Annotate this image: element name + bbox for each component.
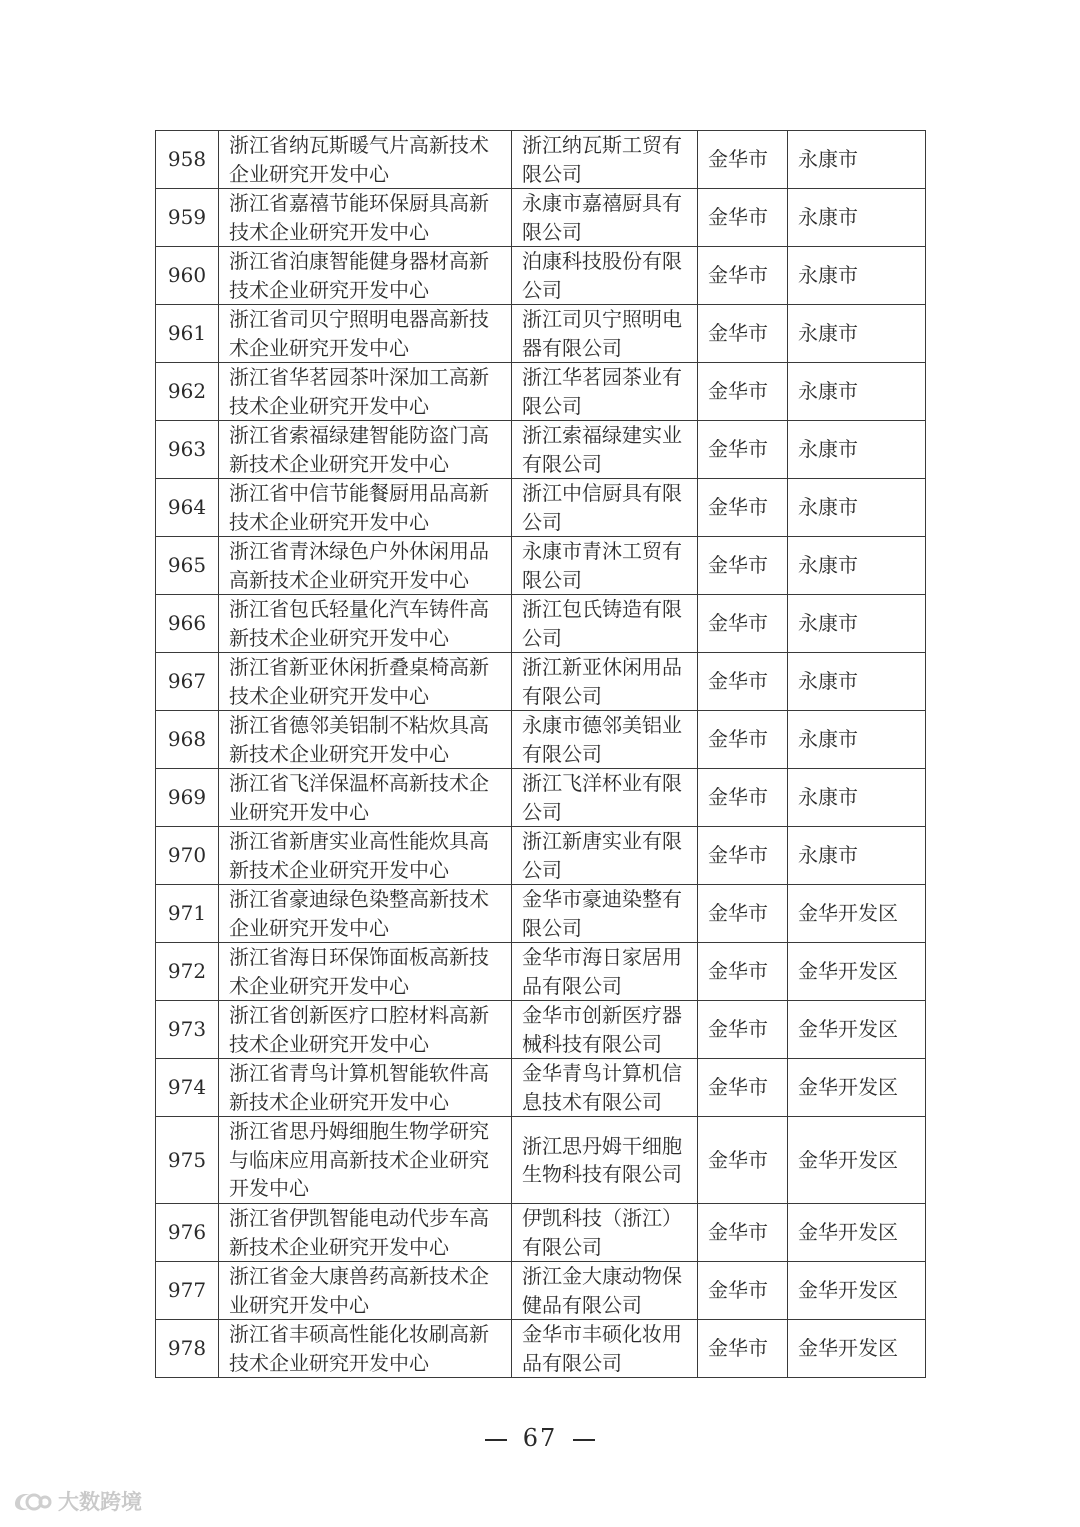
company-name-cell: 伊凯科技（浙江）有限公司 [512,1204,698,1262]
district-cell: 永康市 [788,131,926,189]
table-row [156,537,926,595]
district-cell: 金华开发区 [788,1059,926,1117]
page-number-text: 67 [522,1424,558,1452]
company-name-cell: 金华市海日家居用品有限公司 [512,943,698,1001]
company-name-cell: 浙江包氏铸造有限公司 [512,595,698,653]
district-cell: 永康市 [788,653,926,711]
city-cell: 金华市 [698,711,788,769]
city-cell: 金华市 [698,1059,788,1117]
row-number-cell: 974 [156,1059,219,1117]
rd-center-name-cell: 浙江省德邻美铝制不粘炊具高新技术企业研究开发中心 [219,711,512,769]
table-row [156,943,926,1001]
table-row [156,1117,926,1204]
rd-center-name-cell: 浙江省包氏轻量化汽车铸件高新技术企业研究开发中心 [219,595,512,653]
company-name-cell: 金华市创新医疗器械科技有限公司 [512,1001,698,1059]
city-cell: 金华市 [698,1117,788,1204]
rd-center-name-cell: 浙江省飞洋保温杯高新技术企业研究开发中心 [219,769,512,827]
district-cell: 永康市 [788,247,926,305]
rd-center-name-cell: 浙江省丰硕高性能化妆刷高新技术企业研究开发中心 [219,1320,512,1378]
district-cell: 永康市 [788,305,926,363]
city-cell: 金华市 [698,769,788,827]
city-cell: 金华市 [698,595,788,653]
company-name-cell: 浙江中信厨具有限公司 [512,479,698,537]
district-cell: 金华开发区 [788,1204,926,1262]
district-cell: 永康市 [788,537,926,595]
table-row [156,363,926,421]
row-number-cell: 970 [156,827,219,885]
city-cell: 金华市 [698,943,788,1001]
city-cell: 金华市 [698,479,788,537]
company-name-cell: 浙江金大康动物保健品有限公司 [512,1262,698,1320]
rd-center-name-cell: 浙江省新亚休闲折叠桌椅高新技术企业研究开发中心 [219,653,512,711]
rd-center-name-cell: 浙江省金大康兽药高新技术企业研究开发中心 [219,1262,512,1320]
row-number-cell: 975 [156,1117,219,1204]
table-row [156,1204,926,1262]
table-row [156,711,926,769]
watermark-text: 大数跨境 [58,1490,142,1514]
row-number-cell: 973 [156,1001,219,1059]
page-number-dash-left [485,1439,507,1441]
page-number [0,1424,1080,1452]
company-name-cell: 金华市豪迪染整有限公司 [512,885,698,943]
rd-center-name-cell: 浙江省青沐绿色户外休闲用品高新技术企业研究开发中心 [219,537,512,595]
rd-center-name-cell: 浙江省嘉禧节能环保厨具高新技术企业研究开发中心 [219,189,512,247]
city-cell: 金华市 [698,1204,788,1262]
district-cell: 永康市 [788,421,926,479]
row-number-cell: 966 [156,595,219,653]
company-name-cell: 金华市丰硕化妆用品有限公司 [512,1320,698,1378]
company-name-cell: 泊康科技股份有限公司 [512,247,698,305]
city-cell: 金华市 [698,827,788,885]
table-row [156,769,926,827]
row-number-cell: 976 [156,1204,219,1262]
company-name-cell: 浙江纳瓦斯工贸有限公司 [512,131,698,189]
company-name-cell: 永康市青沐工贸有限公司 [512,537,698,595]
city-cell: 金华市 [698,653,788,711]
rd-center-name-cell: 浙江省泊康智能健身器材高新技术企业研究开发中心 [219,247,512,305]
city-cell: 金华市 [698,1001,788,1059]
rd-center-name-cell: 浙江省海日环保饰面板高新技术企业研究开发中心 [219,943,512,1001]
city-cell: 金华市 [698,421,788,479]
rd-center-name-cell: 浙江省青鸟计算机智能软件高新技术企业研究开发中心 [219,1059,512,1117]
rd-center-name-cell: 浙江省伊凯智能电动代步车高新技术企业研究开发中心 [219,1204,512,1262]
table-row [156,653,926,711]
row-number-cell: 962 [156,363,219,421]
table-row [156,247,926,305]
district-cell: 永康市 [788,827,926,885]
row-number-cell: 978 [156,1320,219,1378]
page-number-dash-right [573,1439,595,1441]
rd-center-name-cell: 浙江省中信节能餐厨用品高新技术企业研究开发中心 [219,479,512,537]
table-row [156,885,926,943]
row-number-cell: 972 [156,943,219,1001]
company-name-cell: 浙江新唐实业有限公司 [512,827,698,885]
city-cell: 金华市 [698,189,788,247]
district-cell: 金华开发区 [788,943,926,1001]
company-name-cell: 浙江索福绿建实业有限公司 [512,421,698,479]
table-row [156,421,926,479]
row-number-cell: 960 [156,247,219,305]
rd-center-name-cell: 浙江省索福绿建智能防盗门高新技术企业研究开发中心 [219,421,512,479]
row-number-cell: 959 [156,189,219,247]
watermark-logo-icon [10,1488,52,1514]
table-row [156,827,926,885]
table-row [156,131,926,189]
row-number-cell: 964 [156,479,219,537]
table-row [156,1320,926,1378]
company-name-cell: 永康市嘉禧厨具有限公司 [512,189,698,247]
district-cell: 永康市 [788,711,926,769]
district-cell: 金华开发区 [788,1320,926,1378]
enterprise-rd-center-table [155,130,926,1378]
district-cell: 永康市 [788,479,926,537]
city-cell: 金华市 [698,537,788,595]
row-number-cell: 963 [156,421,219,479]
city-cell: 金华市 [698,305,788,363]
rd-center-name-cell: 浙江省纳瓦斯暖气片高新技术企业研究开发中心 [219,131,512,189]
city-cell: 金华市 [698,363,788,421]
row-number-cell: 969 [156,769,219,827]
rd-center-name-cell: 浙江省华茗园茶叶深加工高新技术企业研究开发中心 [219,363,512,421]
watermark [10,1487,142,1515]
row-number-cell: 977 [156,1262,219,1320]
district-cell: 金华开发区 [788,1001,926,1059]
city-cell: 金华市 [698,1262,788,1320]
rd-center-name-cell: 浙江省新唐实业高性能炊具高新技术企业研究开发中心 [219,827,512,885]
city-cell: 金华市 [698,131,788,189]
company-name-cell: 浙江司贝宁照明电器有限公司 [512,305,698,363]
company-name-cell: 永康市德邻美铝业有限公司 [512,711,698,769]
row-number-cell: 958 [156,131,219,189]
company-name-cell: 浙江新亚休闲用品有限公司 [512,653,698,711]
district-cell: 金华开发区 [788,1117,926,1204]
rd-center-name-cell: 浙江省司贝宁照明电器高新技术企业研究开发中心 [219,305,512,363]
company-name-cell: 浙江思丹姆干细胞生物科技有限公司 [512,1117,698,1204]
rd-center-name-cell: 浙江省思丹姆细胞生物学研究与临床应用高新技术企业研究开发中心 [219,1117,512,1204]
table-row [156,1059,926,1117]
company-name-cell: 浙江飞洋杯业有限公司 [512,769,698,827]
row-number-cell: 968 [156,711,219,769]
table-row [156,1001,926,1059]
district-cell: 永康市 [788,595,926,653]
row-number-cell: 971 [156,885,219,943]
table-body [156,131,926,1378]
row-number-cell: 961 [156,305,219,363]
table-row [156,595,926,653]
district-cell: 金华开发区 [788,885,926,943]
city-cell: 金华市 [698,1320,788,1378]
city-cell: 金华市 [698,885,788,943]
row-number-cell: 967 [156,653,219,711]
district-cell: 永康市 [788,769,926,827]
city-cell: 金华市 [698,247,788,305]
table-row [156,305,926,363]
rd-center-name-cell: 浙江省豪迪绿色染整高新技术企业研究开发中心 [219,885,512,943]
row-number-cell: 965 [156,537,219,595]
table-row [156,189,926,247]
company-name-cell: 浙江华茗园茶业有限公司 [512,363,698,421]
district-cell: 金华开发区 [788,1262,926,1320]
table-row [156,479,926,537]
company-name-cell: 金华青鸟计算机信息技术有限公司 [512,1059,698,1117]
district-cell: 永康市 [788,363,926,421]
district-cell: 永康市 [788,189,926,247]
table-row [156,1262,926,1320]
rd-center-name-cell: 浙江省创新医疗口腔材料高新技术企业研究开发中心 [219,1001,512,1059]
